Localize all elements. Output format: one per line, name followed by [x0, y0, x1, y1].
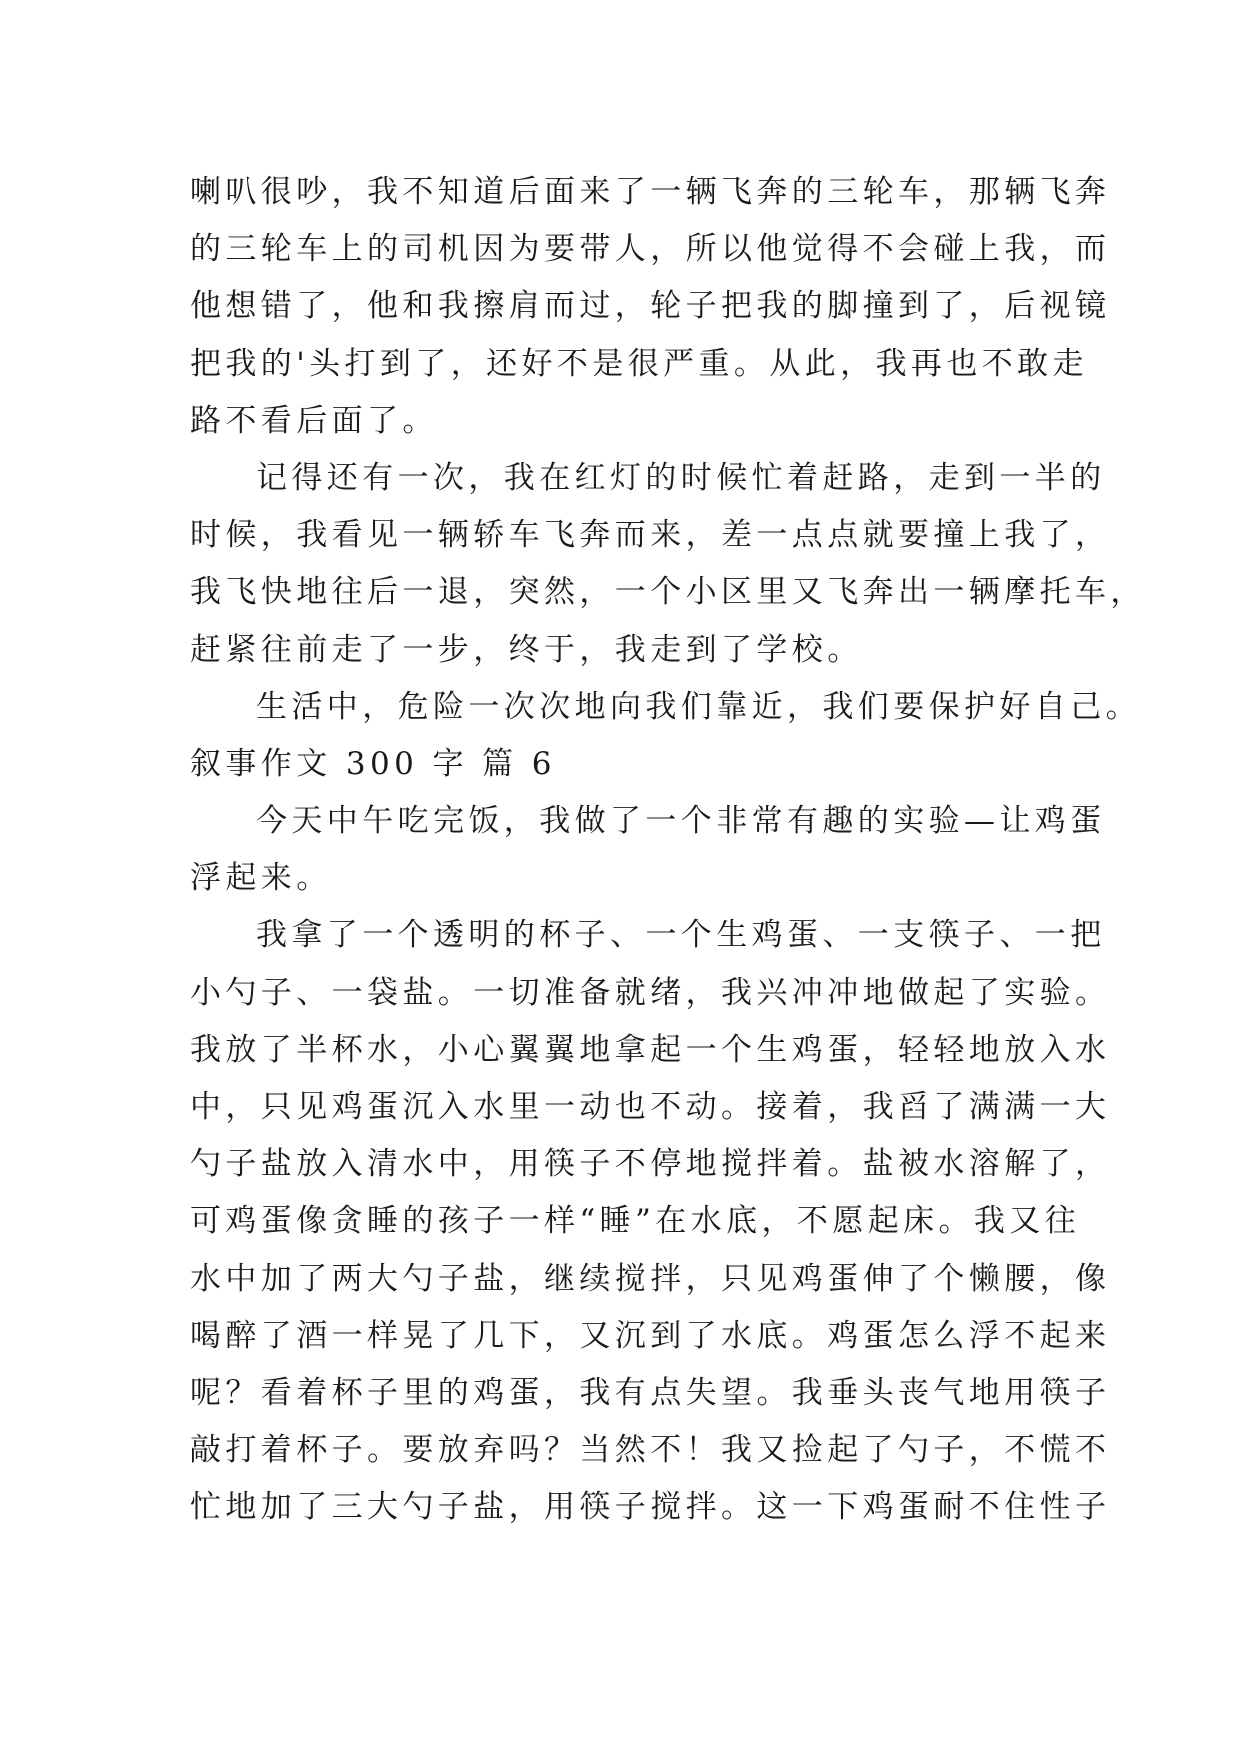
- text-line: 我飞快地往后一退，突然，一个小区里又飞奔出一辆摩托车，: [190, 574, 1146, 611]
- text-line: 忙地加了三大勺子盐，用筷子搅拌。这一下鸡蛋耐不住性子: [190, 1489, 1111, 1526]
- text-line: 赶紧往前走了一步，终于，我走到了学校。: [190, 631, 863, 668]
- text-line: 的三轮车上的司机因为要带人，所以他觉得不会碰上我，而: [190, 231, 1111, 268]
- text-line: 呢？看着杯子里的鸡蛋，我有点失望。我垂头丧气地用筷子: [190, 1374, 1111, 1411]
- text-line: 今天中午吃完饭，我做了一个非常有趣的实验—让鸡蛋: [256, 803, 1106, 840]
- text-line: 喇叭很吵，我不知道后面来了一辆飞奔的三轮车，那辆飞奔: [190, 174, 1111, 210]
- text-line: 生活中，危险一次次地向我们靠近，我们要保护好自己。: [256, 688, 1141, 725]
- text-line: 路不看后面了。: [190, 402, 438, 439]
- text-line: 他想错了，他和我擦肩而过，轮子把我的脚撞到了，后视镜: [190, 288, 1111, 325]
- text-line: 水中加了两大勺子盐，继续搅拌，只见鸡蛋伸了个懒腰，像: [190, 1260, 1111, 1297]
- text-line: 把我的'头打到了，还好不是很严重。从此，我再也不敢走: [190, 345, 1088, 382]
- text-line: 时候，我看见一辆轿车飞奔而来，差一点点就要撞上我了，: [190, 517, 1111, 554]
- text-line: 我放了半杯水，小心翼翼地拿起一个生鸡蛋，轻轻地放入水: [190, 1031, 1111, 1068]
- text-line: 敲打着杯子。要放弃吗？当然不！我又捡起了勺子，不慌不: [190, 1432, 1111, 1469]
- text-line: 勺子盐放入清水中，用筷子不停地搅拌着。盐被水溶解了，: [190, 1146, 1111, 1183]
- text-line: 叙事作文 300 字 篇 6: [190, 745, 556, 782]
- text-line: 我拿了一个透明的杯子、一个生鸡蛋、一支筷子、一把: [256, 917, 1106, 954]
- text-line: 记得还有一次，我在红灯的时候忙着赶路，走到一半的: [256, 459, 1106, 496]
- document-body: [190, 164, 1146, 1537]
- text-line: 浮起来。: [190, 860, 332, 897]
- text-line: 小勺子、一袋盐。一切准备就绪，我兴冲冲地做起了实验。: [190, 974, 1111, 1011]
- text-line: 中，只见鸡蛋沉入水里一动也不动。接着，我舀了满满一大: [190, 1089, 1111, 1125]
- text-line: 可鸡蛋像贪睡的孩子一样“睡”在水底，不愿起床。我又往: [190, 1203, 1081, 1240]
- text-line: 喝醉了酒一样晃了几下，又沉到了水底。鸡蛋怎么浮不起来: [190, 1317, 1111, 1354]
